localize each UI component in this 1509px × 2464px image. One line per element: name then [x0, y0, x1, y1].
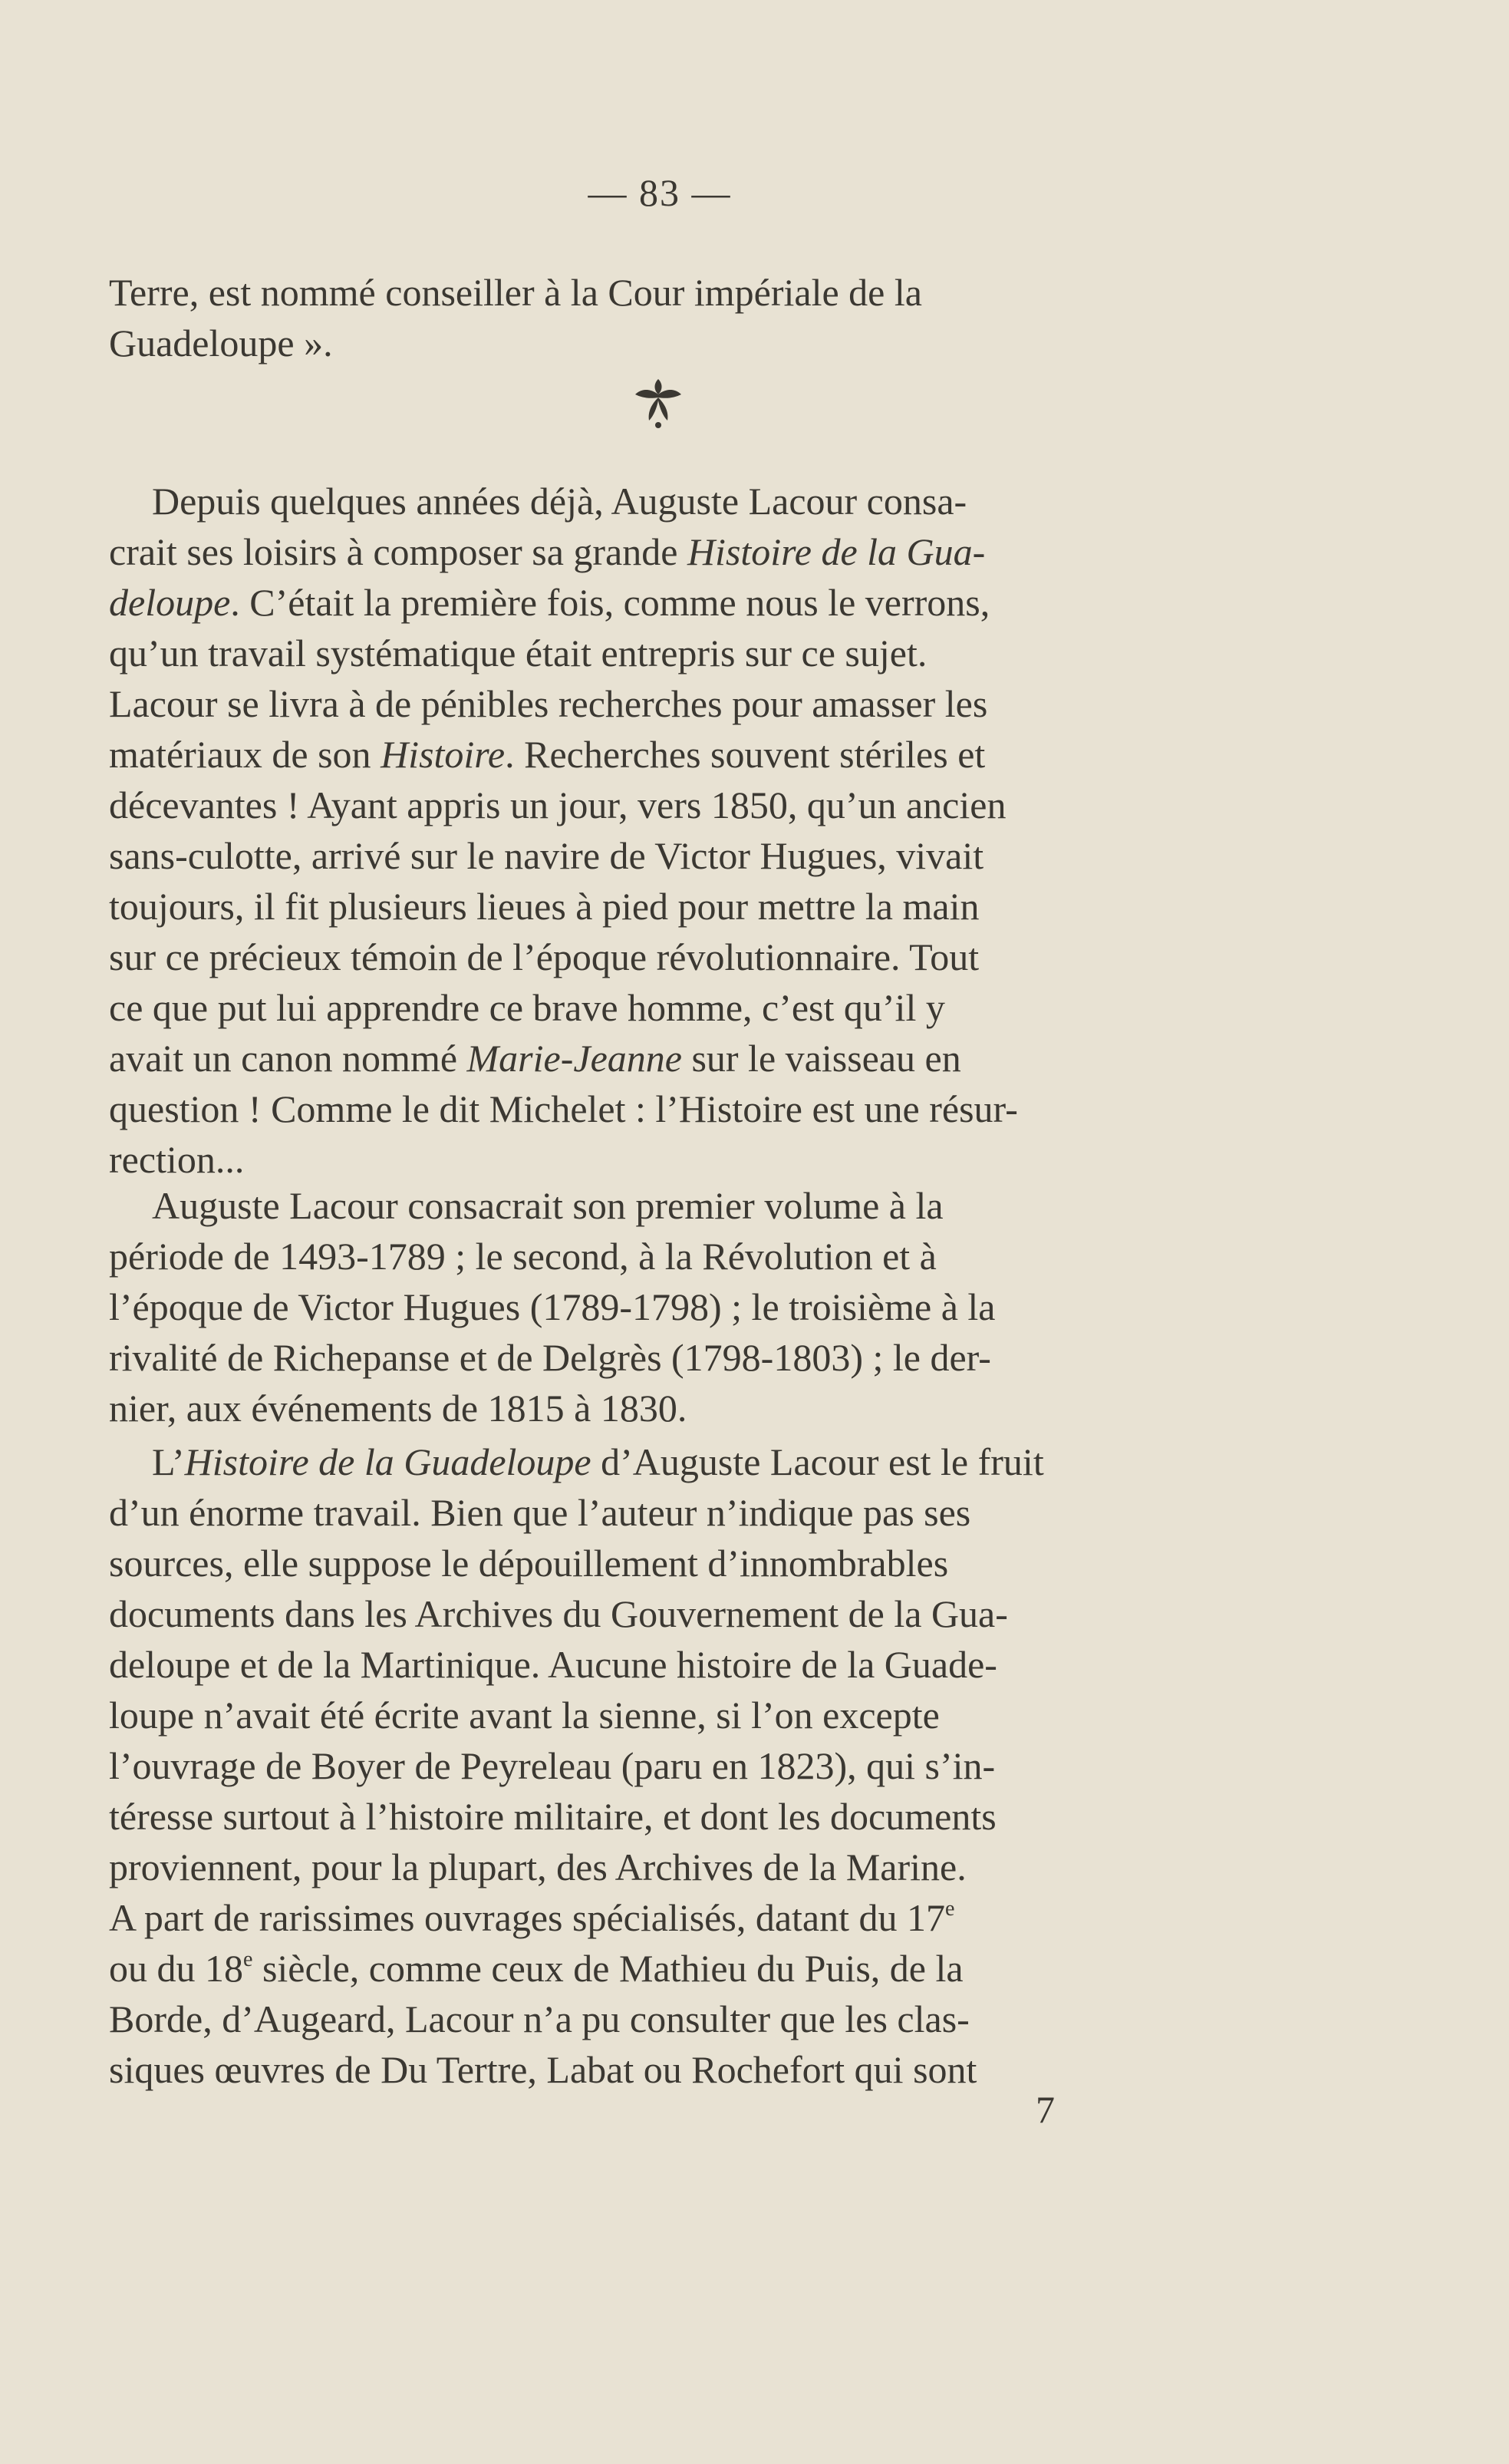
text-line: Guadeloupe ». — [109, 322, 333, 364]
text-line: deloupe et de la Martinique. Aucune histoire de la Guade- — [109, 1643, 997, 1686]
text-line: proviennent, pour la plupart, des Archives de la Marine. — [109, 1846, 967, 1888]
text-line: rection... — [109, 1138, 245, 1181]
text-line: Depuis quelques années déjà, Auguste Lacour consa- — [152, 480, 967, 523]
text-line: nier, aux événements de 1815 à 1830. — [109, 1387, 687, 1430]
fleuron-ornament-icon — [628, 374, 689, 430]
text-line: sur ce précieux témoin de l’époque révolutionnaire. Tout — [109, 935, 980, 978]
text-line: ce que put lui apprendre ce brave homme, c’est qu’il y — [109, 986, 945, 1029]
text-line: toujours, il fit plusieurs lieues à pied pour mettre la main — [109, 885, 980, 928]
text-line: question ! Comme le dit Michelet : l’Histoire est une résur- — [109, 1087, 1018, 1130]
page-number: — 83 — — [588, 171, 732, 214]
text-line: rivalité de Richepanse et de Delgrès (1798-1803) ; le der- — [109, 1336, 991, 1379]
text-line: sans-culotte, arrivé sur le navire de Victor Hugues, vivait — [109, 834, 984, 877]
text-line: documents dans les Archives du Gouvernement de la Gua- — [109, 1592, 1008, 1635]
paragraph-sources — [109, 1437, 1214, 2095]
text-line: d’un énorme travail. Bien que l’auteur n’indique pas ses — [109, 1491, 971, 1534]
text-line: Borde, d’Augeard, Lacour n’a pu consulter que les clas- — [109, 1997, 970, 2040]
text-line: A part de rarissimes ouvrages spécialisés, datant du 17e — [109, 1896, 955, 1939]
text-line: L’Histoire de la Guadeloupe d’Auguste Lacour est le fruit — [152, 1440, 1044, 1483]
text-line: téresse surtout à l’histoire militaire, et dont les documents — [109, 1795, 997, 1838]
text-line: Terre, est nommé conseiller à la Cour impériale de la — [109, 271, 922, 314]
text-line: sources, elle suppose le dépouillement d’innombrables — [109, 1542, 949, 1585]
signature-mark: 7 — [1036, 2088, 1055, 2131]
paragraph-volumes — [109, 1180, 1214, 1433]
text-line: matériaux de son Histoire. Recherches souvent stériles et — [109, 733, 986, 776]
text-line: loupe n’avait été écrite avant la sienne, si l’on excepte — [109, 1694, 940, 1737]
text-line: deloupe. C’était la première fois, comme nous le verrons, — [109, 581, 990, 624]
text-line: période de 1493-1789 ; le second, à la Révolution et à — [109, 1235, 937, 1278]
text-line: Auguste Lacour consacrait son premier volume à la — [152, 1184, 944, 1227]
text-line: ou du 18e siècle, comme ceux de Mathieu du Puis, de la — [109, 1947, 964, 1990]
paragraph-lacour-histoire — [109, 476, 1214, 1185]
text-line: qu’un travail systématique était entrepris sur ce sujet. — [109, 632, 927, 675]
paragraph-continuation — [109, 267, 1214, 368]
text-line: l’ouvrage de Boyer de Peyreleau (paru en 1823), qui s’in- — [109, 1744, 996, 1787]
text-line: avait un canon nommé Marie-Jeanne sur le vaisseau en — [109, 1037, 961, 1080]
text-line: l’époque de Victor Hugues (1789-1798) ; le troisième à la — [109, 1285, 996, 1328]
text-line: Lacour se livra à de pénibles recherches pour amasser les — [109, 682, 988, 725]
text-line: décevantes ! Ayant appris un jour, vers 1850, qu’un ancien — [109, 783, 1007, 826]
text-line: crait ses loisirs à composer sa grande Histoire de la Gua- — [109, 530, 986, 573]
text-line: siques œuvres de Du Tertre, Labat ou Rochefort qui sont — [109, 2048, 977, 2091]
